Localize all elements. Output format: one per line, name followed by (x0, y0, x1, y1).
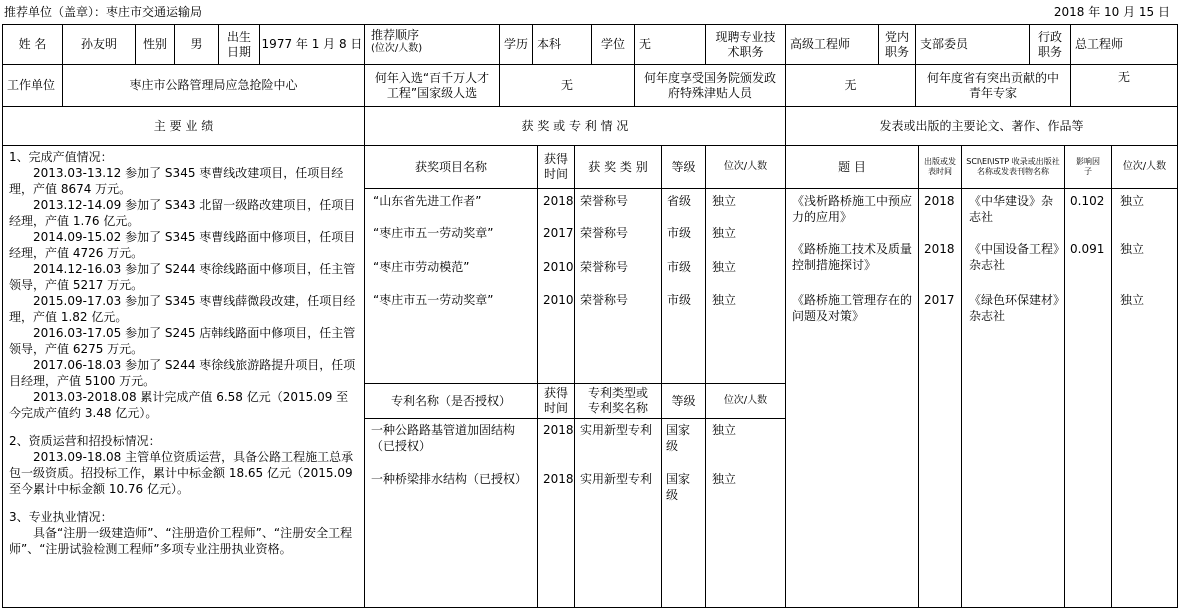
admin-label: 行政职务 (1029, 24, 1071, 65)
gender-label: 性别 (135, 24, 175, 65)
paper-impact: 0.091 (1070, 242, 1105, 256)
awards-col-time (537, 188, 575, 384)
title-label: 现聘专业技术职务 (705, 24, 786, 65)
award-rank: 独立 (712, 194, 737, 208)
patents-col-type (574, 418, 662, 608)
patent-level: 国家级 (666, 472, 691, 502)
recommending-unit: 推荐单位（盖章）：枣庄市交通运输局 (4, 5, 203, 19)
award-rank: 独立 (712, 293, 737, 307)
awards-header-name: 获奖项目名称 (364, 145, 538, 189)
allowance-value: 无 (785, 64, 916, 107)
s1-item: 2013.12-14.09 参加了 S343 北留一级路改建项目，任项目经理，产值 1.76 亿元。 (9, 198, 356, 228)
paper-time: 2018 (924, 242, 955, 256)
awards-header-level: 等级 (661, 145, 706, 189)
paper-impact: 0.102 (1070, 194, 1105, 208)
award-rank: 独立 (712, 226, 737, 240)
patent-time: 2018 (543, 423, 574, 437)
birth-value: 1977 年 1 月 8 日 (259, 24, 365, 65)
patent-rank: 独立 (712, 423, 737, 437)
award-name: “枣庄市五一劳动奖章” (373, 226, 494, 240)
awards-header-type: 获 奖 类 别 (574, 145, 662, 189)
s2-title: 2、资质运营和招投标情况： (9, 434, 161, 448)
award-name: “枣庄市劳动模范” (373, 260, 470, 274)
section-papers: 发表或出版的主要论文、著作、作品等 (785, 106, 1178, 146)
s1-title: 1、完成产值情况： (9, 150, 113, 164)
section-main: 主 要 业 绩 (2, 106, 365, 146)
awards-col-rank (705, 188, 786, 384)
s1-item: 2013.03-2018.08 累计完成产值 6.58 亿元（2015.09 至今完成产值约 3.48 亿元）。 (9, 390, 349, 420)
award-type: 荣誉称号 (580, 260, 629, 274)
gender-value: 男 (174, 24, 219, 65)
patent-name: 一种公路路基管道加固结构（已授权） (371, 423, 516, 453)
name-label: 姓 名 (2, 24, 63, 65)
patent-time: 2018 (543, 472, 574, 486)
papers-header-rank: 位次/人数 (1111, 145, 1178, 189)
edu-label: 学历 (499, 24, 533, 65)
s1-item: 2016.03-17.05 参加了 S245 店韩线路面中修项目，任主管领导，产值 6275 万元。 (9, 326, 356, 356)
papers-header-impact: 影响因子 (1064, 145, 1112, 189)
papers-col-journal (961, 188, 1065, 608)
awards-col-level (661, 188, 706, 384)
award-type: 荣誉称号 (580, 293, 629, 307)
patent-type: 实用新型专利 (580, 472, 653, 486)
patent-level: 国家级 (666, 423, 691, 453)
expert-label: 何年度省有突出贡献的中青年专家 (915, 64, 1071, 107)
paper-journal: 《绿色环保建材》杂志社 (969, 293, 1060, 323)
order-sub: (位次/人数) (371, 43, 423, 54)
s1-item: 2014.09-15.02 参加了 S345 枣曹线路面中修项目，任项目经理，产值 4726 万元。 (9, 230, 356, 260)
awards-header-time: 获得时间 (537, 145, 575, 189)
patents-col-name (364, 418, 538, 608)
award-type: 荣誉称号 (580, 226, 629, 240)
patents-header-name: 专利名称（是否授权） (364, 383, 538, 419)
s3-title: 3、专业执业情况： (9, 510, 113, 524)
title-value: 高级工程师 (785, 24, 879, 65)
award-name: “枣庄市五一劳动奖章” (373, 293, 494, 307)
talent-value: 无 (499, 64, 635, 107)
papers-col-time (918, 188, 962, 608)
papers-header-time: 出版或发表时间 (918, 145, 962, 189)
award-time: 2010 (543, 260, 574, 274)
award-level: 省级 (667, 194, 692, 208)
talent-label: 何年入选“百千万人才工程”国家级人选 (364, 64, 500, 107)
paper-title: 《路桥施工技术及质量控制措施探讨》 (792, 242, 913, 272)
patent-type: 实用新型专利 (580, 423, 653, 437)
award-time: 2018 (543, 194, 574, 208)
allowance-label: 何年度享受国务院颁发政府特殊津贴人员 (634, 64, 786, 107)
birth-label: 出生日期 (218, 24, 260, 65)
order-label-cell (364, 24, 500, 65)
name-value: 孙友明 (62, 24, 136, 65)
work-value: 枣庄市公路管理局应急抢险中心 (62, 64, 365, 107)
s1-item: 2017.06-18.03 参加了 S244 枣徐线旅游路提升项目，任项目经理，产值 5100 万元。 (9, 358, 356, 388)
patents-header-level: 等级 (661, 383, 706, 419)
patents-col-rank (705, 418, 786, 608)
degree-value: 无 (634, 24, 706, 65)
awards-col-name (364, 188, 538, 384)
expert-value: 无 (1070, 64, 1178, 107)
award-type: 荣誉称号 (580, 194, 629, 208)
admin-value: 总工程师 (1070, 24, 1178, 65)
paper-title: 《浅析路桥施工中预应力的应用》 (792, 194, 913, 224)
order-label: 推荐顺序 (371, 28, 420, 42)
paper-rank: 独立 (1120, 194, 1145, 208)
s2-text: 2013.09-18.08 主管单位资质运营，具备公路工程施工总承包一级资质。招投标工作，累计中标金额 18.65 亿元（2015.09 至今累计中标金额 10.76 亿元）。 (9, 450, 354, 496)
patent-name: 一种桥梁排水结构（已授权） (371, 472, 528, 486)
party-label: 党内职务 (878, 24, 916, 65)
party-value: 支部委员 (915, 24, 1030, 65)
degree-label: 学位 (591, 24, 635, 65)
patents-header-rank: 位次/人数 (705, 383, 786, 419)
s1-item: 2014.12-16.03 参加了 S244 枣徐线路面中修项目，任主管领导，产值 5217 万元。 (9, 262, 356, 292)
award-time: 2010 (543, 293, 574, 307)
patent-rank: 独立 (712, 472, 737, 486)
s1-item: 2015.09-17.03 参加了 S345 枣曹线薛微段改建，任项目经理，产值 1.82 亿元。 (9, 294, 356, 324)
paper-time: 2017 (924, 293, 955, 307)
paper-rank: 独立 (1120, 293, 1145, 307)
papers-col-impact (1064, 188, 1112, 608)
papers-header-title: 题 目 (785, 145, 919, 189)
paper-journal: 《中国设备工程》杂志社 (969, 242, 1060, 272)
paper-time: 2018 (924, 194, 955, 208)
award-level: 市级 (667, 226, 692, 240)
paper-title: 《路桥施工管理存在的问题及对策》 (792, 293, 913, 323)
paper-journal: 《中华建设》杂志社 (969, 194, 1054, 224)
award-name: “山东省先进工作者” (373, 194, 482, 208)
award-level: 市级 (667, 293, 692, 307)
edu-value: 本科 (532, 24, 592, 65)
section-awards: 获 奖 或 专 利 情 况 (364, 106, 786, 146)
s3-text: 具备“注册一级建造师”、“注册造价工程师”、“注册安全工程师”、“注册试验检测工程师”多项专业注册执业资格。 (9, 526, 353, 556)
papers-header-journal: SCI\EI\ISTP 收录或出版社名称或发表刊物名称 (961, 145, 1065, 189)
s1-item: 2013.03-13.12 参加了 S345 枣曹线改建项目，任项目经理，产值 8674 万元。 (9, 166, 344, 196)
awards-col-type (574, 188, 662, 384)
achievements-cell (2, 145, 365, 608)
papers-col-rank (1111, 188, 1178, 608)
patents-col-level (661, 418, 706, 608)
award-time: 2017 (543, 226, 574, 240)
patents-col-time (537, 418, 575, 608)
awards-header-rank: 位次/人数 (705, 145, 786, 189)
award-rank: 独立 (712, 260, 737, 274)
papers-col-title (785, 188, 919, 608)
patents-header-type: 专利类型或专利奖名称 (574, 383, 662, 419)
award-level: 市级 (667, 260, 692, 274)
paper-rank: 独立 (1120, 242, 1145, 256)
work-label: 工作单位 (2, 64, 63, 107)
patents-header-time: 获得时间 (537, 383, 575, 419)
report-date: 2018 年 10 月 15 日 (1053, 5, 1170, 19)
